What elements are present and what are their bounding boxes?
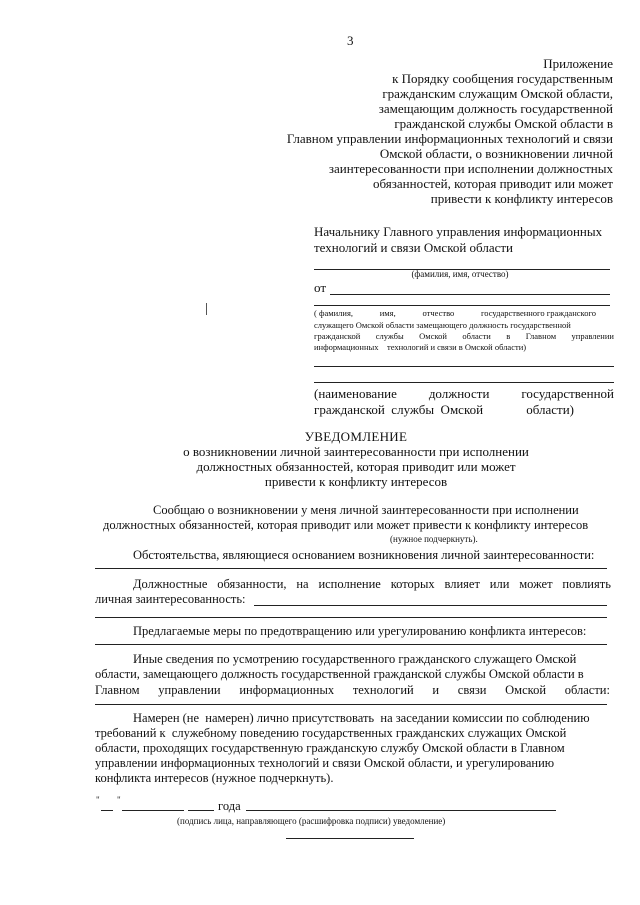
circumstances-label: Обстоятельства, являющиеся основанием возникновения личной заинтересованности:: [133, 548, 595, 562]
appendix-line: обязанностей, которая приводит или может: [373, 176, 613, 191]
document-title: УВЕДОМЛЕНИЕ: [304, 429, 408, 444]
duties-word: повлиять: [562, 577, 611, 591]
circumstances-line-1[interactable]: [95, 568, 607, 569]
intro-note: (нужное подчеркнуть).: [390, 534, 478, 544]
date-day-line[interactable]: [101, 810, 113, 811]
caption-word: управлении: [571, 331, 614, 341]
position-underline-2[interactable]: [314, 382, 614, 383]
caption-word: службы: [375, 331, 404, 341]
duties-answer-line-2[interactable]: [95, 617, 607, 618]
other-word: технологий: [352, 683, 414, 697]
from-underline[interactable]: [330, 294, 610, 295]
duties-word: на: [296, 577, 309, 591]
scan-mark: [206, 303, 207, 315]
other-line-2: области, замещающего должность государственной гражданской службы Омской области в: [95, 667, 584, 681]
intro-line-2: должностных обязанностей, которая приводит или может привести к конфликту интересов: [103, 518, 589, 532]
date-quote-open: ": [96, 795, 100, 805]
position-caption-line-1: [314, 386, 614, 401]
appendix-line: привести к конфликту интересов: [430, 191, 613, 206]
other-word: Главном: [95, 683, 140, 697]
duties-line-1: [133, 577, 611, 592]
subtitle-line: о возникновении личной заинтересованности при исполнении: [183, 444, 529, 459]
from-label: от: [314, 280, 327, 295]
signature-line[interactable]: [246, 810, 556, 811]
caption-word: гражданской службы Омской: [314, 402, 484, 417]
date-quote-close: ": [117, 795, 121, 805]
appendix-line: Омской области, о возникновении личной: [379, 146, 613, 161]
subtitle-line: должностных обязанностей, которая приводит или может: [196, 459, 516, 474]
appendix-line: к Порядку сообщения государственным: [392, 71, 613, 86]
duties-word: влияет: [444, 577, 480, 591]
from-underline-2[interactable]: [314, 305, 610, 306]
caption-word: имя,: [379, 308, 396, 318]
appendix-line: замещающим должность государственной: [378, 101, 613, 116]
year-label: года: [218, 799, 241, 813]
caption-word: ( фамилия,: [314, 308, 353, 318]
fio-caption: (фамилия, имя, отчество): [411, 269, 509, 279]
other-word: Омской: [505, 683, 547, 697]
from-caption-line-3: [314, 331, 614, 342]
intent-line-5: конфликта интересов (нужное подчеркнуть).: [95, 771, 334, 785]
duties-word: или: [489, 577, 510, 591]
from-caption-line-2: служащего Омской области замещающего должность государственной: [314, 320, 571, 330]
appendix-line: заинтересованности при исполнении должностных: [328, 161, 613, 176]
other-word: и: [432, 683, 440, 697]
other-line-1: Иные сведения по усмотрению государственного гражданского служащего Омской: [133, 652, 577, 666]
intent-line-2: требований к служебному поведению государственных гражданских служащих Омской: [95, 726, 567, 740]
measures-line[interactable]: [95, 644, 607, 645]
duties-word: которых: [390, 577, 435, 591]
page-number: 3: [347, 33, 354, 48]
intent-line-1: Намерен (не намерен) лично присутствовать на заседании комиссии по соблюдению: [133, 711, 590, 725]
other-word: управлении: [158, 683, 221, 697]
caption-word: Омской: [419, 331, 447, 341]
caption-word: области: [462, 331, 491, 341]
position-caption-line-2: [314, 402, 574, 417]
caption-word: должности: [428, 386, 490, 401]
from-caption-line-4: информационных технологий и связи в Омской области): [314, 342, 527, 352]
duties-line-2: личная заинтересованность:: [95, 592, 246, 606]
appendix-line: гражданской службы Омской области в: [394, 116, 613, 131]
addressee-line-1: Начальнику Главного управления информационных: [314, 224, 603, 239]
caption-word: государственной: [521, 386, 614, 401]
other-answer-line[interactable]: [95, 704, 607, 705]
intent-line-3: области, проходящих государственную гражданскую службу Омской области в Главном: [95, 741, 565, 755]
signature-caption: (подпись лица, направляющего (расшифровка подписи) уведомление): [177, 816, 446, 826]
appendix-header: [280, 56, 613, 206]
appendix-line: гражданским служащим Омской области,: [382, 86, 613, 101]
addressee-line-2: технологий и связи Омской области: [314, 240, 514, 255]
document-subtitle: [0, 444, 640, 489]
duties-word: обязанности,: [217, 577, 287, 591]
bottom-line[interactable]: [286, 838, 414, 839]
intro-line-1: Сообщаю о возникновении у меня личной заинтересованности при исполнении: [153, 503, 579, 517]
caption-word: (наименование: [314, 386, 397, 401]
duties-answer-line[interactable]: [254, 605, 607, 606]
intent-line-4: управлении информационных технологий и связи Омской области, и урегулированию: [95, 756, 555, 770]
caption-word: в: [506, 331, 511, 341]
caption-word: гражданской: [314, 331, 361, 341]
date-year-line[interactable]: [188, 810, 214, 811]
caption-word: области): [526, 402, 574, 417]
from-caption-line-1: [314, 308, 596, 319]
other-word: области:: [564, 683, 610, 697]
other-word: информационных: [239, 683, 335, 697]
appendix-line: Приложение: [543, 56, 613, 71]
measures-label: Предлагаемые меры по предотвращению или урегулированию конфликта интересов:: [133, 624, 587, 638]
date-month-line[interactable]: [122, 810, 184, 811]
duties-word: может: [519, 577, 553, 591]
caption-word: отчество: [422, 308, 455, 318]
duties-word: исполнение: [318, 577, 381, 591]
position-underline-1[interactable]: [314, 366, 614, 367]
duties-word: Должностные: [133, 577, 208, 591]
other-line-3: [95, 683, 610, 698]
appendix-line: Главном управлении информационных технологий и связи: [286, 131, 613, 146]
caption-word: Главном: [525, 331, 557, 341]
other-word: связи: [457, 683, 487, 697]
caption-word: государственного гражданского: [481, 308, 596, 318]
subtitle-line: привести к конфликту интересов: [264, 474, 448, 489]
